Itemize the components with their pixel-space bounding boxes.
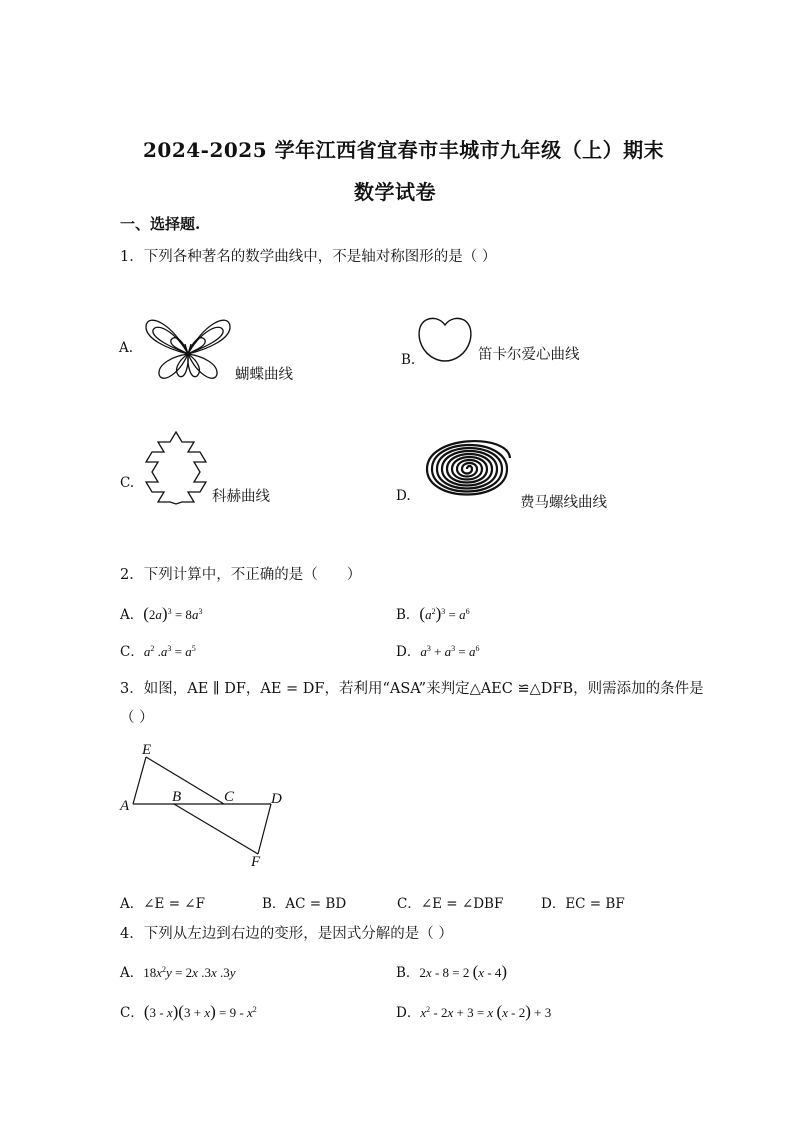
q2-option-d	[396, 640, 480, 660]
point-label-a: A	[120, 798, 130, 814]
q2-option-c-label: C．	[120, 644, 144, 660]
q3-option-b: B．AC = BD	[262, 896, 347, 912]
q4-option-d	[396, 1001, 551, 1022]
q2-option-b-expr: $(a^2)^3 = a^6$	[419, 604, 470, 623]
q2-option-b	[396, 603, 470, 624]
point-label-d: D	[271, 791, 282, 807]
q4-option-b	[396, 961, 507, 982]
q2-option-d-expr: $a^3 + a^3 = a^6$	[420, 644, 480, 659]
q4-option-c	[120, 1001, 257, 1022]
q2-option-d-label: D．	[396, 644, 421, 660]
q1-option-a-label: A.	[119, 340, 134, 356]
butterfly-curve-figure	[143, 314, 233, 384]
q3-option-c: C．∠E = ∠DBF	[397, 896, 504, 912]
q4-option-c-expr: $(3 - x)(3 + x) = 9 - x^2$	[143, 1002, 257, 1021]
q2-option-c-expr: $a^2$ $.a^3 = a^5$	[143, 644, 196, 659]
question-2-stem: 2．下列计算中，不正确的是（ ）	[120, 567, 362, 583]
q4-option-d-expr: $x^2 - 2x + 3 = x$ (x - 2) + 3	[420, 1002, 552, 1021]
q1-option-c-caption: 科赫曲线	[212, 489, 270, 505]
q4-option-b-label: B．	[396, 965, 420, 981]
point-label-b: B	[172, 789, 182, 805]
q2-option-a-expr: $(2a)^3 = 8a^3$	[143, 604, 203, 623]
q4-option-a-expr: $18x^2y = 2x$ .3x .3y	[143, 965, 236, 980]
q1-option-b-label: B.	[401, 352, 416, 368]
q4-option-d-label: D．	[396, 1005, 421, 1021]
question-4-stem: 4．下列从左边到右边的变形，是因式分解的是（ ）	[120, 926, 453, 942]
q2-option-a-label: A．	[120, 607, 144, 623]
q1-option-a-caption: 蝴蝶曲线	[235, 367, 293, 383]
q1-option-d-caption: 费马螺线曲线	[520, 495, 607, 511]
q4-option-a	[120, 961, 236, 981]
heart-curve-figure	[418, 315, 472, 363]
q4-option-b-expr: 2x - 8 = 2 (x - 4)	[419, 962, 508, 981]
point-label-f: F	[251, 854, 261, 870]
point-label-e: E	[142, 742, 152, 758]
q1-option-d-label: D.	[396, 488, 411, 504]
q3-option-a: A．∠E = ∠F	[120, 896, 205, 912]
q1-option-b-caption: 笛卡尔爱心曲线	[478, 347, 580, 363]
q4-option-c-label: C．	[120, 1005, 144, 1021]
page-title: 2024-2025 学年江西省宜春市丰城市九年级（上）期末	[143, 138, 665, 162]
q3-option-d: D．EC = BF	[541, 896, 625, 912]
question-1-stem: 1．下列各种著名的数学曲线中，不是轴对称图形的是（ ）	[120, 249, 497, 265]
q3-geometry-figure	[118, 742, 288, 872]
question-3-stem: 3．如图，AE ∥ DF，AE = DF，若利用“ASA”来判定△AEC ≌△DFB，则需添加的条件是	[120, 681, 704, 697]
question-3-paren: （ ）	[120, 710, 154, 726]
q2-option-b-label: B．	[396, 607, 420, 623]
q1-option-c-label: C.	[120, 475, 135, 491]
koch-curve-figure	[140, 430, 212, 506]
fermat-spiral-figure	[420, 428, 515, 510]
section-heading: 一、选择题.	[120, 215, 201, 233]
page-subtitle: 数学试卷	[354, 180, 436, 204]
q4-option-a-label: A．	[120, 965, 144, 981]
point-label-c: C	[224, 789, 235, 805]
q2-option-a	[120, 603, 202, 624]
q2-option-c	[120, 640, 196, 660]
